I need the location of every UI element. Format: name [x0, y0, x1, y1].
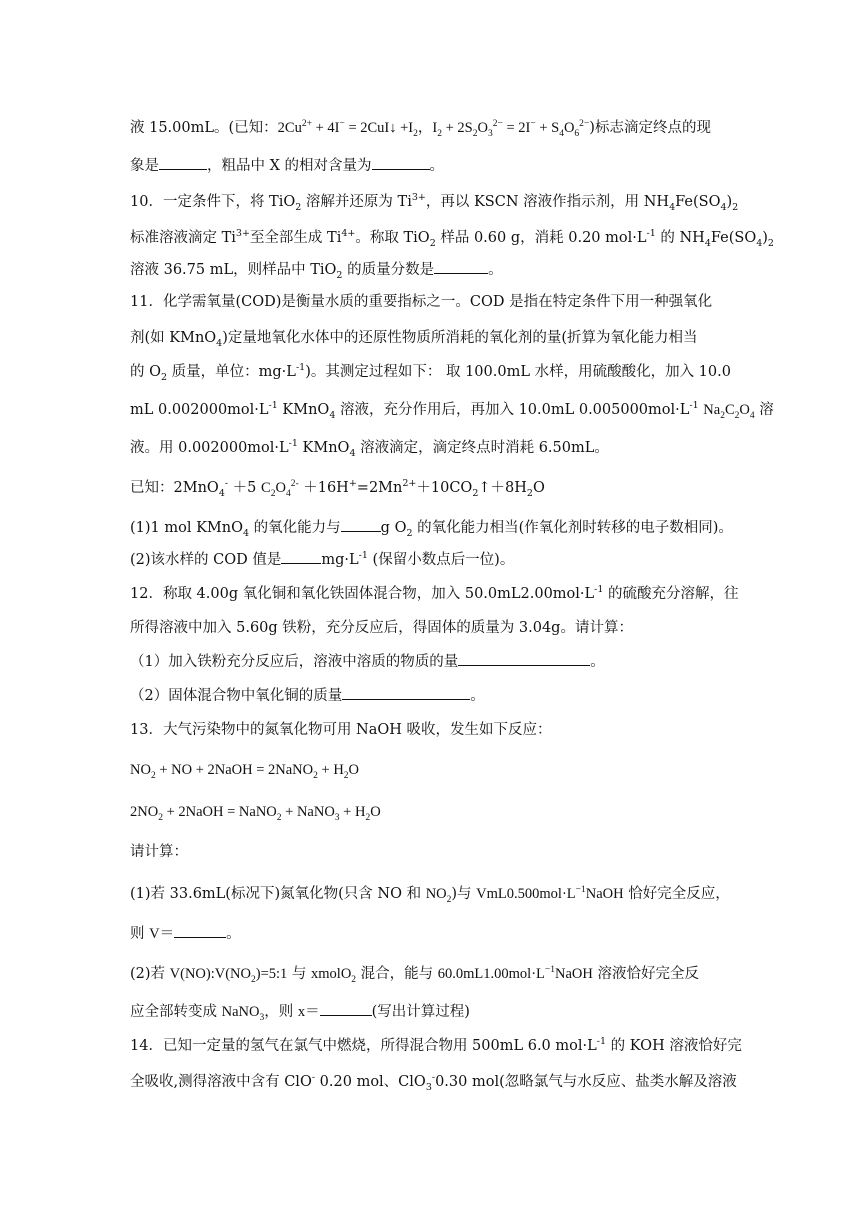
equation-line: $NO_2$ + NO + 2NaOH = 2NaNO$_2$ + $H_2O$ [130, 762, 360, 781]
text-line: 请计算： [130, 844, 188, 860]
question-13-line: 13．大气污染物中的氮氧化物可用 NaOH 吸收，发生如下反应： [130, 722, 552, 738]
text-line: 液 15.00mL。(已知：$2Cu^{2+} + 4I^-$ = 2CuI↓ $+I_2$，$I_2 + 2S_2O_3^{2-} = 2I^- + S_4O_6^{2-}$)标志滴定终点的现 [130, 119, 711, 139]
question-14-line: 14．已知一定量的氢气在氯气中燃烧，所得混合物用 500mL 6.0 $mol\cdot L^{-1}$ 的 KOH 溶液恰好完 [130, 1036, 742, 1054]
subquestion-line: (1)1 mol KMnO$_4$ 的氧化能力与 g $O_2$ 的氧化能力相当(作氧化剂时转移的电子数相同)。 [130, 520, 733, 539]
text-line: 液。用 $0.002000mol\cdot L^{-1}$ KMnO$_4$ 溶液滴定，滴定终点时消耗 6.50mL。 [130, 438, 609, 459]
equation-line: $2NO_2$ + 2NaOH = NaNO$_2$ + NaNO$_3$ + $H_2O$ [130, 804, 381, 823]
text-line: 的 $O_2$ 质量，单位：$mg\cdot L^{-1}$)。其测定过程如下： 取 100.0mL 水样，用硫酸酸化，加入 10.0 [130, 362, 731, 383]
subquestion-line: （1）加入铁粉充分反应后，溶液中溶质的物质的量 。 [130, 654, 605, 670]
text-line: 则 V＝ 。 [130, 926, 241, 942]
text-line: 溶液 36.75 mL，则样品中 TiO$_2$ 的质量分数是 。 [130, 262, 503, 281]
subquestion-line: (1)若 33.6mL(标况下)氮氧化物(只含 NO 和 $NO_2$)与 $VmL0.500mol\cdot L^{-1}NaOH$ 恰好完全反应， [130, 885, 730, 905]
subquestion-line: (2)该水样的 COD 值是 $mg\cdot L^{-1}$ (保留小数点后一位)。 [130, 550, 515, 568]
question-12-line: 12．称取 4.00g 氧化铜和氧化铁固体混合物，加入 $50.0mL2.00mol\cdot L^{-1}$ 的硫酸充分溶解，往 [130, 584, 739, 602]
text-line: mL $0.002000mol\cdot L^{-1}$ KMnO$_4$ 溶液，充分作用后，再加入 10.0mL $0.005000mol\cdot L^{-1}$ $Na_2C_2O_4$ 溶 [130, 400, 774, 421]
text-line: 剂(如 KMnO$_4$)定量地氧化水体中的还原性物质所消耗的氧化剂的量(折算为氧化能力相当 [130, 330, 698, 349]
question-10-line: 10．一定条件下，将 TiO$_2$ 溶解并还原为 $Ti^{3+}$，再以 KSCN 溶液作指示剂，用 $NH_4Fe(SO_4)_2$ [130, 192, 739, 213]
subquestion-line: （2）固体混合物中氧化铜的质量 。 [130, 688, 485, 704]
text-line: 象是 ，粗品中 X 的相对含量为 。 [130, 158, 445, 174]
question-11-line: 11．化学需氧量(COD)是衡量水质的重要指标之一。COD 是指在特定条件下用一种强氧化 [130, 294, 713, 310]
equation-line: 已知：2MnO$_4$- ＋5 $C_2O_4^{2-}$ $+16H^+=2Mn^{2+}+10CO_2↑+8H_2O$ [130, 478, 545, 499]
text-line: 标准溶液滴定 $Ti^{3+}$至全部生成 $Ti^{4+}$。称取 TiO$_2$ 样品 0.60 g，消耗 0.20 $mol\cdot L^{-1}$ 的 $NH_4Fe(SO_4)_2$ [130, 228, 774, 249]
text-line: 全吸收,测得溶液中含有 ClO- 0.20 mol、ClO$_3$-0.30 mol(忽略氯气与水反应、盐类水解及溶液 [130, 1072, 737, 1093]
text-line: 应全部转变成 NaNO$_3$，则 x＝ (写出计算过程) [130, 1004, 470, 1023]
subquestion-line: (2)若 $V(NO):V(NO_2)=5:1$ 与 xmolO$_2$ 混合，能与 $60.0mL1.00mol\cdot L^{-1}NaOH$ 溶液恰好完全反 [130, 965, 699, 985]
text-line: 所得溶液中加入 5.60g 铁粉，充分反应后，得固体的质量为 3.04g。请计算： [130, 620, 633, 636]
